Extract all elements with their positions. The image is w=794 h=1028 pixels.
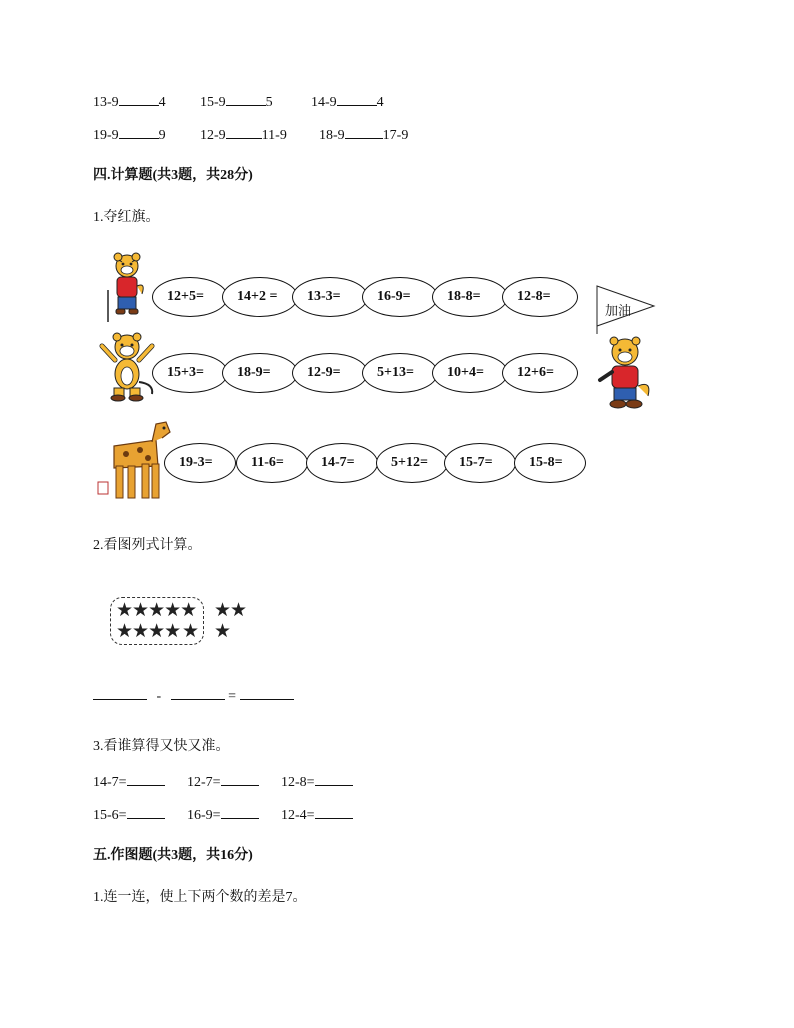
arith-problem: 12-7= bbox=[187, 775, 221, 790]
compare-right: 9 bbox=[158, 128, 166, 143]
problem-oval[interactable]: 14+2 = bbox=[222, 277, 298, 317]
flag-text: 加油 bbox=[605, 303, 632, 318]
problem-oval[interactable]: 11-6= bbox=[236, 443, 308, 483]
arith-problem: 16-9= bbox=[187, 808, 221, 823]
answer-blank[interactable] bbox=[226, 138, 262, 139]
problem-oval[interactable]: 18-8= bbox=[432, 277, 508, 317]
compare-right: 4 bbox=[158, 95, 166, 110]
problem-oval[interactable]: 13-3= bbox=[292, 277, 368, 317]
stars-right-top: ★★ bbox=[214, 600, 247, 621]
problem-oval[interactable]: 12+6= bbox=[502, 353, 578, 393]
problem-oval[interactable]: 15-7= bbox=[444, 443, 516, 483]
compare-right: 17-9 bbox=[382, 128, 409, 143]
question-2-title: 2.看图列式计算。 bbox=[93, 538, 202, 553]
problem-oval[interactable]: 18-9= bbox=[222, 353, 298, 393]
compare-left: 18-9 bbox=[319, 128, 345, 143]
problem-oval[interactable]: 16-9= bbox=[362, 277, 438, 317]
problem-oval[interactable]: 5+13= bbox=[362, 353, 438, 393]
arith-problem: 14-7= bbox=[93, 775, 127, 790]
question-1-title: 1.夺红旗。 bbox=[93, 210, 160, 225]
compare-right: 4 bbox=[376, 95, 384, 110]
problem-oval[interactable]: 19-3= bbox=[164, 443, 236, 483]
problem-oval[interactable]: 12-9= bbox=[292, 353, 368, 393]
problem-oval[interactable]: 15+3= bbox=[152, 353, 228, 393]
answer-blank[interactable] bbox=[127, 818, 165, 819]
compare-left: 14-9 bbox=[311, 95, 337, 110]
section-4-title: 四.计算题(共3题，共28分) bbox=[93, 168, 253, 183]
star-outside-box: ★ bbox=[182, 621, 199, 642]
stars-box-top: ★★★★★ bbox=[116, 600, 197, 621]
compare-left: 19-9 bbox=[93, 128, 119, 143]
equation-line bbox=[93, 688, 294, 706]
answer-blank[interactable] bbox=[345, 138, 383, 139]
arith-problem: 12-8= bbox=[281, 775, 315, 790]
section-5-question-1: 1.连一连，使上下两个数的差是7。 bbox=[93, 890, 307, 905]
tiger-icon bbox=[104, 252, 150, 324]
compare-left: 13-9 bbox=[93, 95, 119, 110]
answer-blank[interactable] bbox=[315, 818, 353, 819]
compare-right: 11-9 bbox=[261, 128, 287, 143]
problem-oval[interactable]: 12-8= bbox=[502, 277, 578, 317]
problem-oval[interactable]: 5+12= bbox=[376, 443, 448, 483]
cheering-tiger-icon bbox=[96, 332, 158, 402]
minus-sign: - bbox=[156, 689, 162, 704]
answer-blank[interactable] bbox=[221, 818, 259, 819]
answer-blank[interactable] bbox=[119, 105, 159, 106]
answer-blank[interactable] bbox=[221, 785, 259, 786]
problem-oval[interactable]: 10+4= bbox=[432, 353, 508, 393]
equals-sign: = bbox=[228, 689, 237, 704]
arith-problem: 12-4= bbox=[281, 808, 315, 823]
problem-oval[interactable]: 12+5= bbox=[152, 277, 228, 317]
answer-blank[interactable] bbox=[315, 785, 353, 786]
stars-right-bottom: ★ bbox=[214, 621, 231, 642]
answer-blank[interactable] bbox=[240, 699, 294, 700]
answer-blank[interactable] bbox=[171, 699, 225, 700]
problem-oval[interactable]: 15-8= bbox=[514, 443, 586, 483]
compare-left: 15-9 bbox=[200, 95, 226, 110]
answer-blank[interactable] bbox=[119, 138, 159, 139]
problem-oval[interactable]: 14-7= bbox=[306, 443, 378, 483]
compare-right: 5 bbox=[265, 95, 273, 110]
question-3-title: 3.看谁算得又快又准。 bbox=[93, 739, 230, 754]
answer-blank[interactable] bbox=[127, 785, 165, 786]
stars-box-bottom: ★★★★ bbox=[116, 621, 181, 642]
answer-blank[interactable] bbox=[93, 699, 147, 700]
answer-blank[interactable] bbox=[226, 105, 266, 106]
tiger-at-flag-icon bbox=[596, 336, 654, 412]
compare-left: 12-9 bbox=[200, 128, 226, 143]
section-5-title: 五.作图题(共3题，共16分) bbox=[93, 848, 253, 863]
answer-blank[interactable] bbox=[337, 105, 377, 106]
arith-problem: 15-6= bbox=[93, 808, 127, 823]
